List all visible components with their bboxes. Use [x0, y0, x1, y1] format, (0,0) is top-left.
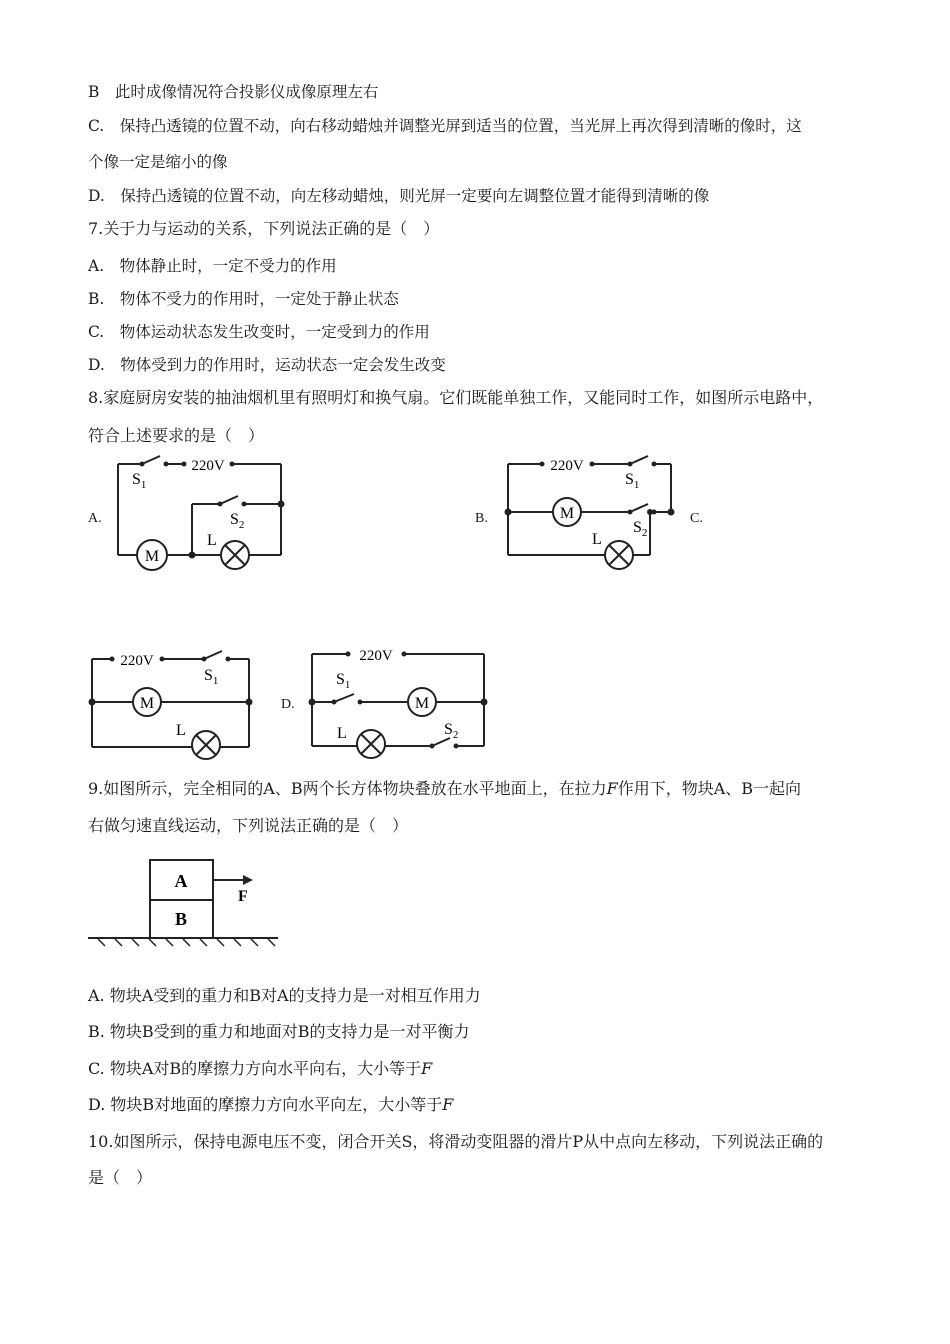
- q6-option-b: B 此时成像情况符合投影仪成像原理左右: [88, 83, 379, 101]
- circuit-a-diagram: [110, 452, 290, 577]
- q9-stem-line2: 右做匀速直线运动，下列说法正确的是（ ）: [88, 816, 409, 835]
- q9-option-d: D. 物块B对地面的摩擦力方向水平向左，大小等于F: [88, 1095, 454, 1114]
- circuit-c-s1: $S_1$: [204, 667, 219, 687]
- circuit-a-lamp-label: L: [207, 532, 217, 549]
- q6-option-d: D. 保持凸透镜的位置不动，向左移动蜡烛，则光屏一定要向左调整位置才能得到清晰的像: [88, 187, 710, 205]
- q9-option-a: A. 物块A受到的重力和B对A的支持力是一对相互作用力: [88, 986, 481, 1005]
- circuit-c-motor: M: [139, 695, 155, 712]
- q8-label-a: A.: [88, 511, 102, 526]
- circuit-b-lamp-label: L: [592, 531, 602, 548]
- q8-stem-line1: 8.家庭厨房安装的抽油烟机里有照明灯和换气扇。它们既能单独工作，又能同时工作，如图所示电路中，: [88, 388, 824, 407]
- q7-option-d: D. 物体受到力的作用时，运动状态一定会发生改变: [88, 356, 446, 374]
- q9-stem-line1: 9.如图所示，完全相同的A、B两个长方体物块叠放在水平地面上，在拉力F作用下，物块A、B一起向: [88, 779, 802, 798]
- q8-label-b: B.: [475, 511, 488, 526]
- circuit-b-s1: $S_1$: [625, 471, 640, 491]
- circuit-d-s1: $S_1$: [336, 671, 351, 691]
- force-label: F: [238, 888, 248, 905]
- circuit-c-lamp-label: L: [176, 722, 186, 739]
- circuit-a-s1: $S_1$: [132, 471, 147, 491]
- circuit-d-s2: $S_2$: [444, 721, 459, 741]
- q7-option-a: A. 物体静止时，一定不受力的作用: [88, 257, 337, 275]
- q10-stem-line1: 10.如图所示，保持电源电压不变，闭合开关S，将滑动变阻器的滑片P从中点向左移动，下列说法正确的: [88, 1132, 824, 1151]
- q9-blocks-figure: [88, 855, 283, 950]
- circuit-b-diagram: [500, 452, 680, 577]
- circuit-b-motor: M: [559, 505, 575, 522]
- q7-option-c: C. 物体运动状态发生改变时，一定受到力的作用: [88, 323, 430, 341]
- circuit-a-s2: $S_2$: [230, 511, 245, 531]
- q6-option-c-line1: C. 保持凸透镜的位置不动，向右移动蜡烛并调整光屏到适当的位置，当光屏上再次得到清晰的像时，这: [88, 117, 802, 135]
- q10-stem-line2: 是（ ）: [88, 1168, 153, 1187]
- q7-stem: 7.关于力与运动的关系，下列说法正确的是（ ）: [88, 219, 440, 238]
- circuit-b-s2: $S_2$: [633, 519, 648, 539]
- q8-label-d: D.: [281, 697, 295, 712]
- circuit-d-diagram: [304, 640, 489, 760]
- q7-option-b: B. 物体不受力的作用时，一定处于静止状态: [88, 290, 399, 308]
- circuit-c-voltage: 220V: [120, 653, 154, 669]
- circuit-d-motor: M: [414, 695, 430, 712]
- q8-label-c: C.: [690, 511, 703, 526]
- block-b-label: B: [174, 909, 188, 929]
- circuit-a-voltage: 220V: [191, 458, 225, 474]
- circuit-d-lamp-label: L: [337, 725, 347, 742]
- circuit-b-voltage: 220V: [550, 458, 584, 474]
- q9-option-b: B. 物块B受到的重力和地面对B的支持力是一对平衡力: [88, 1022, 470, 1041]
- q6-option-c-line2: 个像一定是缩小的像: [88, 153, 228, 171]
- q8-stem-line2: 符合上述要求的是（ ）: [88, 426, 265, 445]
- circuit-a-motor: M: [144, 548, 160, 565]
- q9-option-c: C. 物块A对B的摩擦力方向水平向右，大小等于F: [88, 1059, 433, 1078]
- circuit-c-diagram: [84, 645, 264, 760]
- circuit-d-voltage: 220V: [359, 648, 393, 664]
- block-a-label: A: [174, 871, 188, 891]
